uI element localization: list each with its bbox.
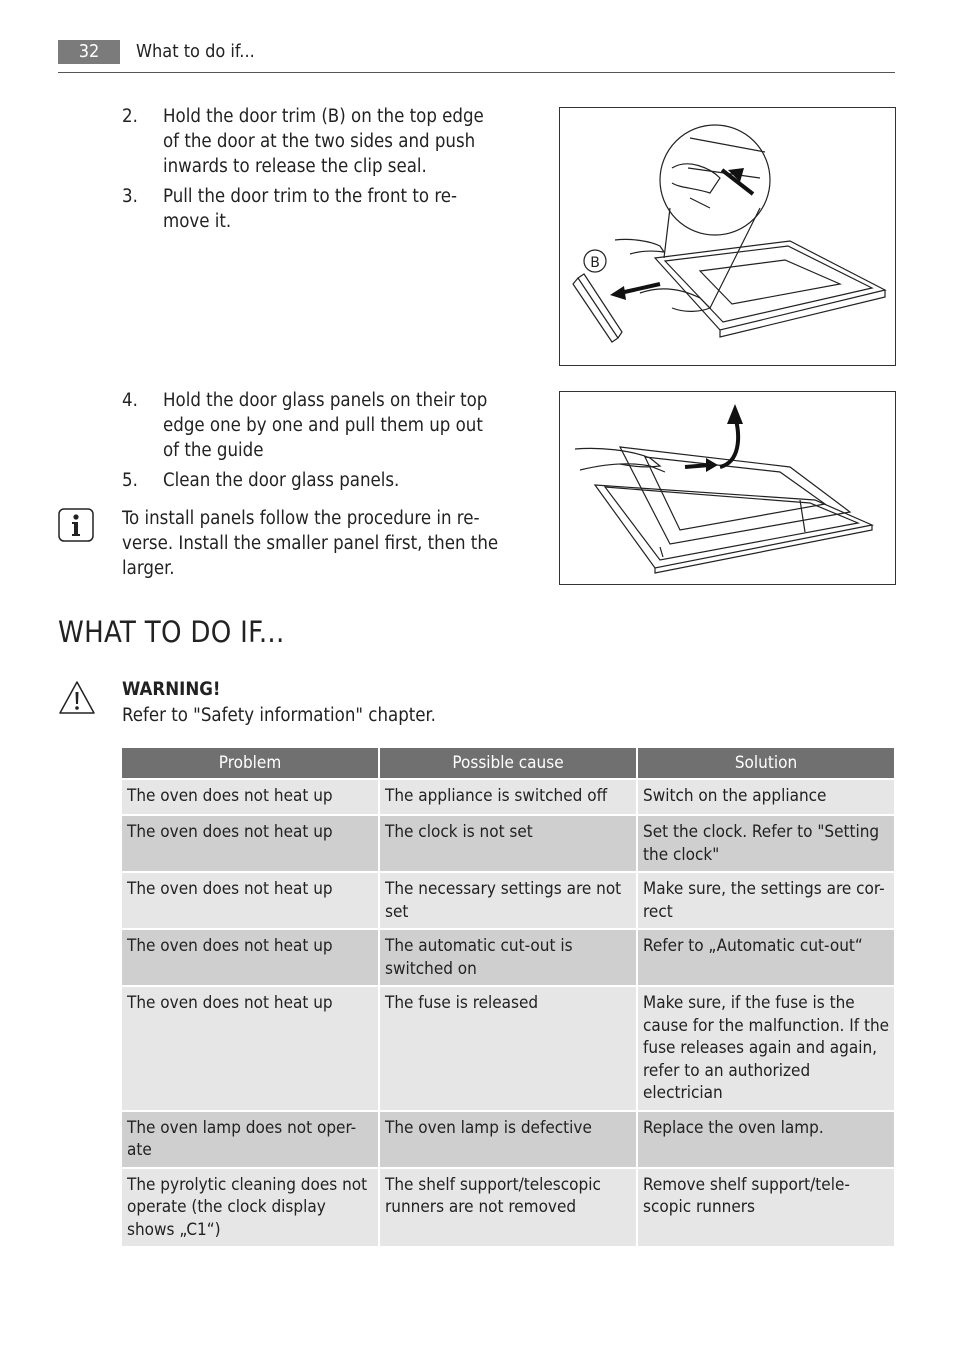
step-number: 2. — [122, 106, 138, 127]
step-number: 4. — [122, 390, 138, 411]
cause-cell: The shelf support/telescopic runners are not removed — [380, 1169, 636, 1247]
problem-cell: The oven lamp does not oper-ate — [122, 1112, 378, 1167]
step-text: Pull the door trim to the front to re-move it. — [163, 186, 458, 232]
info-icon — [58, 508, 94, 542]
step-number: 5. — [122, 470, 138, 491]
cause-cell: The automatic cut-out is switched on — [380, 930, 636, 985]
step-text: Hold the door glass panels on their top edge one by one and pull them up out of the guide — [163, 390, 488, 461]
cause-cell: The oven lamp is defective — [380, 1112, 636, 1167]
step-item — [122, 468, 502, 493]
problem-cell: The oven does not heat up — [122, 816, 378, 871]
header-title: What to do if... — [136, 41, 255, 62]
solution-cell: Remove shelf support/tele-scopic runners — [638, 1169, 894, 1247]
table-row — [122, 1112, 894, 1167]
solution-cell: Replace the oven lamp. — [638, 1112, 894, 1167]
table-row — [122, 816, 894, 871]
solution-cell: Make sure, the settings are cor-rect — [638, 873, 894, 928]
steps-top — [122, 104, 502, 239]
problem-cell: The oven does not heat up — [122, 930, 378, 985]
step-item — [122, 104, 502, 179]
cause-cell: The fuse is released — [380, 987, 636, 1110]
info-note: To install panels follow the procedure in re-verse. Install the smaller panel first, then the larger. — [122, 508, 499, 579]
table-row — [122, 987, 894, 1110]
problem-cell: The oven does not heat up — [122, 987, 378, 1110]
solution-cell: Refer to „Automatic cut-out“ — [638, 930, 894, 985]
door-trim-illustration — [559, 107, 896, 366]
glass-panel-illustration — [559, 391, 896, 585]
table-header-row — [122, 748, 894, 778]
warning-text: Refer to "Safety information" chapter. — [122, 705, 436, 726]
cause-cell: The appliance is switched off — [380, 780, 636, 814]
column-header: Possible cause — [380, 748, 636, 778]
warning-icon — [58, 680, 96, 716]
step-text: Clean the door glass panels. — [163, 470, 400, 491]
solution-cell: Set the clock. Refer to "Setting the clock" — [638, 816, 894, 871]
problem-cell: The oven does not heat up — [122, 780, 378, 814]
problem-cell: The pyrolytic cleaning does not operate (the clock display shows „C1“) — [122, 1169, 378, 1247]
troubleshooting-table — [120, 746, 896, 1248]
table-row — [122, 780, 894, 814]
table-row — [122, 873, 894, 928]
column-header: Problem — [122, 748, 378, 778]
steps-mid — [122, 388, 502, 498]
solution-cell: Make sure, if the fuse is the cause for the malfunction. If the fuse releases again and again, refer to an authorized electrician — [638, 987, 894, 1110]
section-title: WHAT TO DO IF... — [58, 615, 285, 649]
table-row — [122, 1169, 894, 1247]
step-item — [122, 388, 502, 463]
table-row — [122, 930, 894, 985]
cause-cell: The clock is not set — [380, 816, 636, 871]
step-text: Hold the door trim (B) on the top edge of the door at the two sides and push inwards to release the clip seal. — [163, 106, 484, 177]
cause-cell: The necessary settings are not set — [380, 873, 636, 928]
label-b: B — [590, 255, 600, 271]
page-number: 32 — [58, 40, 120, 64]
column-header: Solution — [638, 748, 894, 778]
step-number: 3. — [122, 186, 138, 207]
problem-cell: The oven does not heat up — [122, 873, 378, 928]
warning-heading: WARNING! — [122, 679, 221, 700]
step-item — [122, 184, 502, 234]
solution-cell: Switch on the appliance — [638, 780, 894, 814]
page-header — [58, 38, 895, 73]
